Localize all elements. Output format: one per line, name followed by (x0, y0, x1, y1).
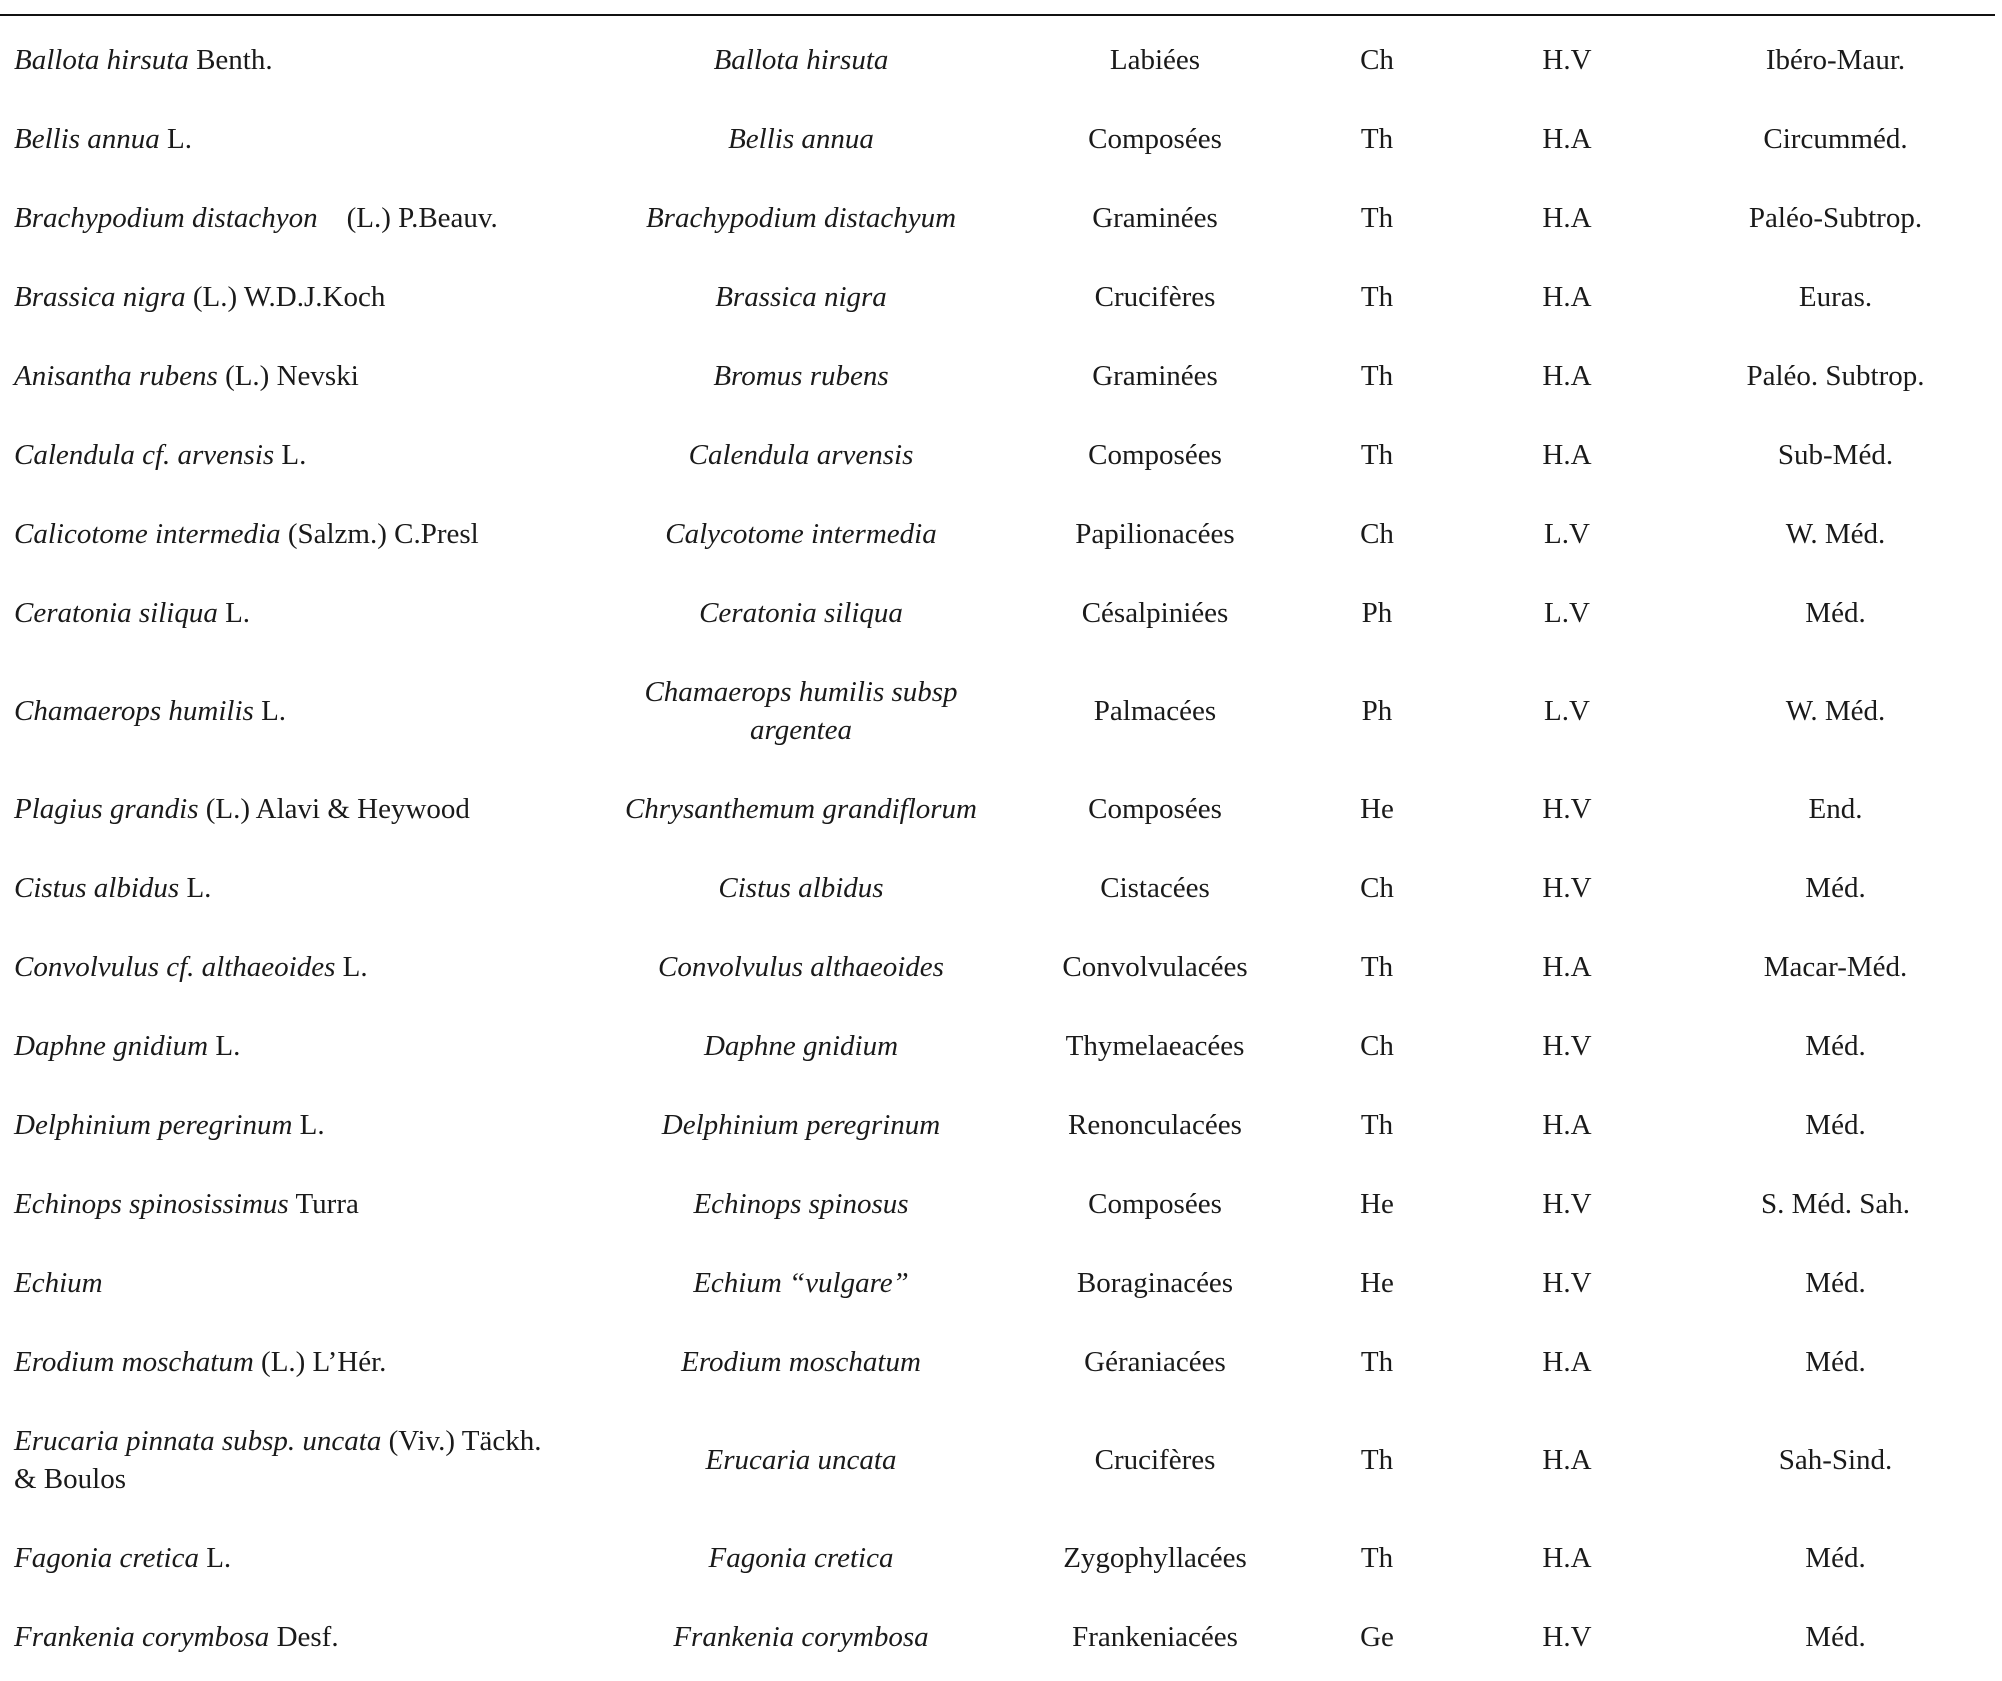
table-row (0, 1006, 1995, 1085)
biological-type-cell: Th (1360, 950, 1394, 983)
morphological-type-cell: H.A (1542, 950, 1592, 983)
biological-type-cell: Th (1360, 438, 1394, 471)
accepted-name-cell (0, 573, 588, 652)
table-row (0, 494, 1995, 573)
biogeographic-origin-cell: Méd. (1805, 1541, 1866, 1574)
table-row (0, 1597, 1995, 1676)
accepted-name-cell (0, 1518, 588, 1597)
accepted-name: Brachypodium distachyon (14, 201, 318, 234)
synonym-cell: Delphinium peregrinum (661, 1108, 941, 1141)
author: (L.) L’Hér. (253, 1345, 387, 1378)
biological-type-cell: Th (1360, 1345, 1394, 1378)
accepted-name: Convolvulus cf. althaeoides (14, 950, 336, 983)
table-row (0, 257, 1995, 336)
morphological-type-cell: H.V (1542, 1266, 1592, 1299)
accepted-name-cell (0, 652, 588, 769)
biogeographic-origin-cell: Sub-Méd. (1777, 438, 1894, 471)
author: (L.) Alavi & Heywood (198, 792, 470, 825)
biogeographic-origin-cell: Ibéro-Maur. (1765, 43, 1906, 76)
accepted-name-cell (0, 1006, 588, 1085)
biogeographic-origin-cell: Paléo. Subtrop. (1746, 359, 1925, 392)
author: L. (253, 694, 287, 727)
synonym-cell: Ceratonia siliqua (699, 596, 903, 629)
author: (L.) W.D.J.Koch (185, 280, 386, 313)
biological-type-cell: He (1360, 1266, 1394, 1299)
author: L. (274, 438, 307, 471)
biological-type-cell: Ge (1360, 1620, 1394, 1653)
morphological-type-cell: H.V (1542, 1187, 1592, 1220)
biological-type-cell: He (1360, 1187, 1394, 1220)
table-row (0, 1243, 1995, 1322)
accepted-name: Echium (14, 1266, 103, 1299)
accepted-name-cell (0, 1085, 588, 1164)
biological-type-cell: Th (1360, 280, 1394, 313)
author: Desf. (269, 1620, 339, 1653)
synonym-cell: Echinops spinosus (693, 1187, 909, 1220)
biogeographic-origin-cell: Méd. (1805, 1345, 1866, 1378)
morphological-type-cell: H.A (1542, 1443, 1592, 1476)
accepted-name: Cistus albidus (14, 871, 180, 904)
morphological-type-cell: H.A (1542, 1345, 1592, 1378)
biogeographic-origin-cell: Méd. (1805, 871, 1866, 904)
morphological-type-cell: H.A (1542, 280, 1592, 313)
biological-type-cell: Ch (1360, 517, 1394, 550)
table-row (0, 1322, 1995, 1401)
synonym-cell: Echium “vulgare” (693, 1266, 909, 1299)
accepted-name: Bellis annua (14, 122, 160, 155)
table-row (0, 1164, 1995, 1243)
family-cell: Géraniacées (1084, 1345, 1226, 1378)
biological-type-cell: Th (1360, 1541, 1394, 1574)
morphological-type-cell: H.V (1542, 43, 1592, 76)
family-cell: Boraginacées (1076, 1266, 1234, 1299)
biogeographic-origin-cell: Méd. (1805, 1266, 1866, 1299)
biological-type-cell: Th (1360, 122, 1394, 155)
family-cell: Composées (1088, 438, 1222, 471)
biogeographic-origin-cell: Sah-Sind. (1778, 1443, 1893, 1476)
family-cell: Composées (1088, 792, 1222, 825)
author: (L.) P.Beauv. (317, 201, 498, 234)
family-cell: Composées (1088, 1187, 1222, 1220)
accepted-name: Echinops spinosissimus (14, 1187, 289, 1220)
accepted-name-cell (0, 415, 588, 494)
author: L. (179, 871, 212, 904)
biological-type-cell: Th (1360, 1443, 1394, 1476)
accepted-name: Frankenia corymbosa (14, 1620, 270, 1653)
morphological-type-cell: H.A (1542, 201, 1592, 234)
accepted-name-cell (0, 769, 588, 848)
accepted-name-cell (0, 1597, 588, 1676)
accepted-name-cell (0, 178, 588, 257)
species-table (0, 20, 1995, 1676)
accepted-name-cell (0, 257, 588, 336)
family-cell: Palmacées (1093, 694, 1217, 727)
family-cell: Cistacées (1100, 871, 1210, 904)
accepted-name: Fagonia cretica (14, 1541, 199, 1574)
family-cell: Graminées (1092, 359, 1218, 392)
accepted-name: Erodium moschatum (14, 1345, 254, 1378)
synonym-cell: Cistus albidus (718, 871, 884, 904)
table-row (0, 769, 1995, 848)
family-cell: Zygophyllacées (1063, 1541, 1247, 1574)
morphological-type-cell: L.V (1544, 517, 1590, 550)
family-cell: Convolvulacées (1062, 950, 1248, 983)
accepted-name: Delphinium peregrinum (14, 1108, 293, 1141)
synonym-cell: Calendula arvensis (688, 438, 914, 471)
table-row (0, 178, 1995, 257)
accepted-name: Chamaerops humilis (14, 694, 254, 727)
biogeographic-origin-cell: Euras. (1798, 280, 1873, 313)
biological-type-cell: Ch (1360, 1029, 1394, 1062)
morphological-type-cell: L.V (1544, 694, 1590, 727)
synonym-cell: Ballota hirsuta (713, 43, 889, 76)
synonym-cell: Erucaria uncata (705, 1443, 897, 1476)
biological-type-cell: Th (1360, 1108, 1394, 1141)
synonym-cell: Frankenia corymbosa (673, 1620, 929, 1653)
table-row (0, 573, 1995, 652)
biogeographic-origin-cell: Macar-Méd. (1763, 950, 1908, 983)
author: Turra (288, 1187, 359, 1220)
biological-type-cell: Ch (1360, 43, 1394, 76)
table-row (0, 336, 1995, 415)
family-cell: Labiées (1109, 43, 1201, 76)
author: L. (335, 950, 368, 983)
synonym-cell: Bellis annua (728, 122, 874, 155)
family-cell: Césalpiniées (1081, 596, 1229, 629)
accepted-name: Calendula cf. arvensis (14, 438, 275, 471)
morphological-type-cell: L.V (1544, 596, 1590, 629)
species-table-body (0, 20, 1995, 1676)
author: L. (217, 596, 251, 629)
accepted-name: Plagius grandis (14, 792, 199, 825)
accepted-name: Calicotome intermedia (14, 517, 281, 550)
biogeographic-origin-cell: W. Méd. (1785, 694, 1886, 727)
family-cell: Composées (1088, 122, 1222, 155)
accepted-name-cell (0, 927, 588, 1006)
morphological-type-cell: H.A (1542, 1541, 1592, 1574)
accepted-name-cell (0, 1322, 588, 1401)
biogeographic-origin-cell: Paléo-Subtrop. (1748, 201, 1923, 234)
family-cell: Frankeniacées (1072, 1620, 1238, 1653)
synonym-cell: Convolvulus althaeoides (658, 950, 944, 983)
morphological-type-cell: H.V (1542, 871, 1592, 904)
family-cell: Renonculacées (1068, 1108, 1242, 1141)
biological-type-cell: Ph (1361, 694, 1393, 727)
author: L. (292, 1108, 325, 1141)
accepted-name-cell (0, 99, 588, 178)
family-cell: Papilionacées (1075, 517, 1235, 550)
morphological-type-cell: H.A (1542, 122, 1592, 155)
synonym-cell: Fagonia cretica (708, 1541, 894, 1574)
table-row (0, 927, 1995, 1006)
author: L. (159, 122, 193, 155)
accepted-name-cell (0, 1243, 588, 1322)
table-row (0, 1085, 1995, 1164)
accepted-name-cell (0, 336, 588, 415)
accepted-name-cell (0, 20, 588, 99)
biological-type-cell: Ch (1360, 871, 1394, 904)
table-row (0, 1401, 1995, 1518)
biological-type-cell: Th (1360, 201, 1394, 234)
family-cell: Crucifères (1094, 280, 1216, 313)
author: (Salzm.) C.Presl (280, 517, 479, 550)
synonym-cell: Chrysanthemum grandiflorum (624, 792, 978, 825)
author: L. (198, 1541, 232, 1574)
table-row (0, 1518, 1995, 1597)
morphological-type-cell: H.V (1542, 1620, 1592, 1653)
author: Benth. (188, 43, 273, 76)
table-row (0, 99, 1995, 178)
top-rule (0, 14, 1995, 16)
table-row (0, 652, 1995, 769)
biogeographic-origin-cell: S. Méd. Sah. (1760, 1187, 1911, 1220)
table-row (0, 20, 1995, 99)
accepted-name: Daphne gnidium (14, 1029, 209, 1062)
morphological-type-cell: H.A (1542, 1108, 1592, 1141)
biogeographic-origin-cell: Méd. (1805, 1620, 1866, 1653)
biogeographic-origin-cell: Méd. (1805, 1108, 1866, 1141)
accepted-name: Ballota hirsuta (14, 43, 189, 76)
accepted-name: Anisantha rubens (14, 359, 218, 392)
biogeographic-origin-cell: W. Méd. (1785, 517, 1886, 550)
synonym-cell: Calycotome intermedia (665, 517, 937, 550)
accepted-name-cell (0, 1401, 588, 1518)
biological-type-cell: He (1360, 792, 1394, 825)
morphological-type-cell: H.A (1542, 438, 1592, 471)
biogeographic-origin-cell: Méd. (1805, 1029, 1866, 1062)
accepted-name: Ceratonia siliqua (14, 596, 218, 629)
morphological-type-cell: H.A (1542, 359, 1592, 392)
morphological-type-cell: H.V (1542, 792, 1592, 825)
biogeographic-origin-cell: Circumméd. (1763, 122, 1908, 155)
accepted-name-cell (0, 848, 588, 927)
author: (L.) Nevski (217, 359, 359, 392)
synonym-cell: Brachypodium distachyum (645, 201, 957, 234)
morphological-type-cell: H.V (1542, 1029, 1592, 1062)
synonym-cell: Chamaerops humilis subsp argentea (644, 675, 958, 746)
synonym-cell: Erodium moschatum (681, 1345, 921, 1378)
biological-type-cell: Ph (1361, 596, 1393, 629)
biogeographic-origin-cell: End. (1808, 792, 1863, 825)
accepted-name: Erucaria pinnata subsp. uncata (14, 1424, 382, 1457)
author: (Viv.) Täckh. & Boulos (14, 1424, 542, 1495)
table-row (0, 415, 1995, 494)
table-row (0, 848, 1995, 927)
synonym-cell: Brassica nigra (715, 280, 887, 313)
biogeographic-origin-cell: Méd. (1805, 596, 1866, 629)
accepted-name-cell (0, 494, 588, 573)
accepted-name: Brassica nigra (14, 280, 186, 313)
accepted-name-cell (0, 1164, 588, 1243)
family-cell: Graminées (1092, 201, 1218, 234)
synonym-cell: Bromus rubens (713, 359, 889, 392)
biological-type-cell: Th (1360, 359, 1394, 392)
author: L. (208, 1029, 241, 1062)
synonym-cell: Daphne gnidium (703, 1029, 899, 1062)
family-cell: Thymelaeacées (1065, 1029, 1245, 1062)
family-cell: Crucifères (1094, 1443, 1216, 1476)
